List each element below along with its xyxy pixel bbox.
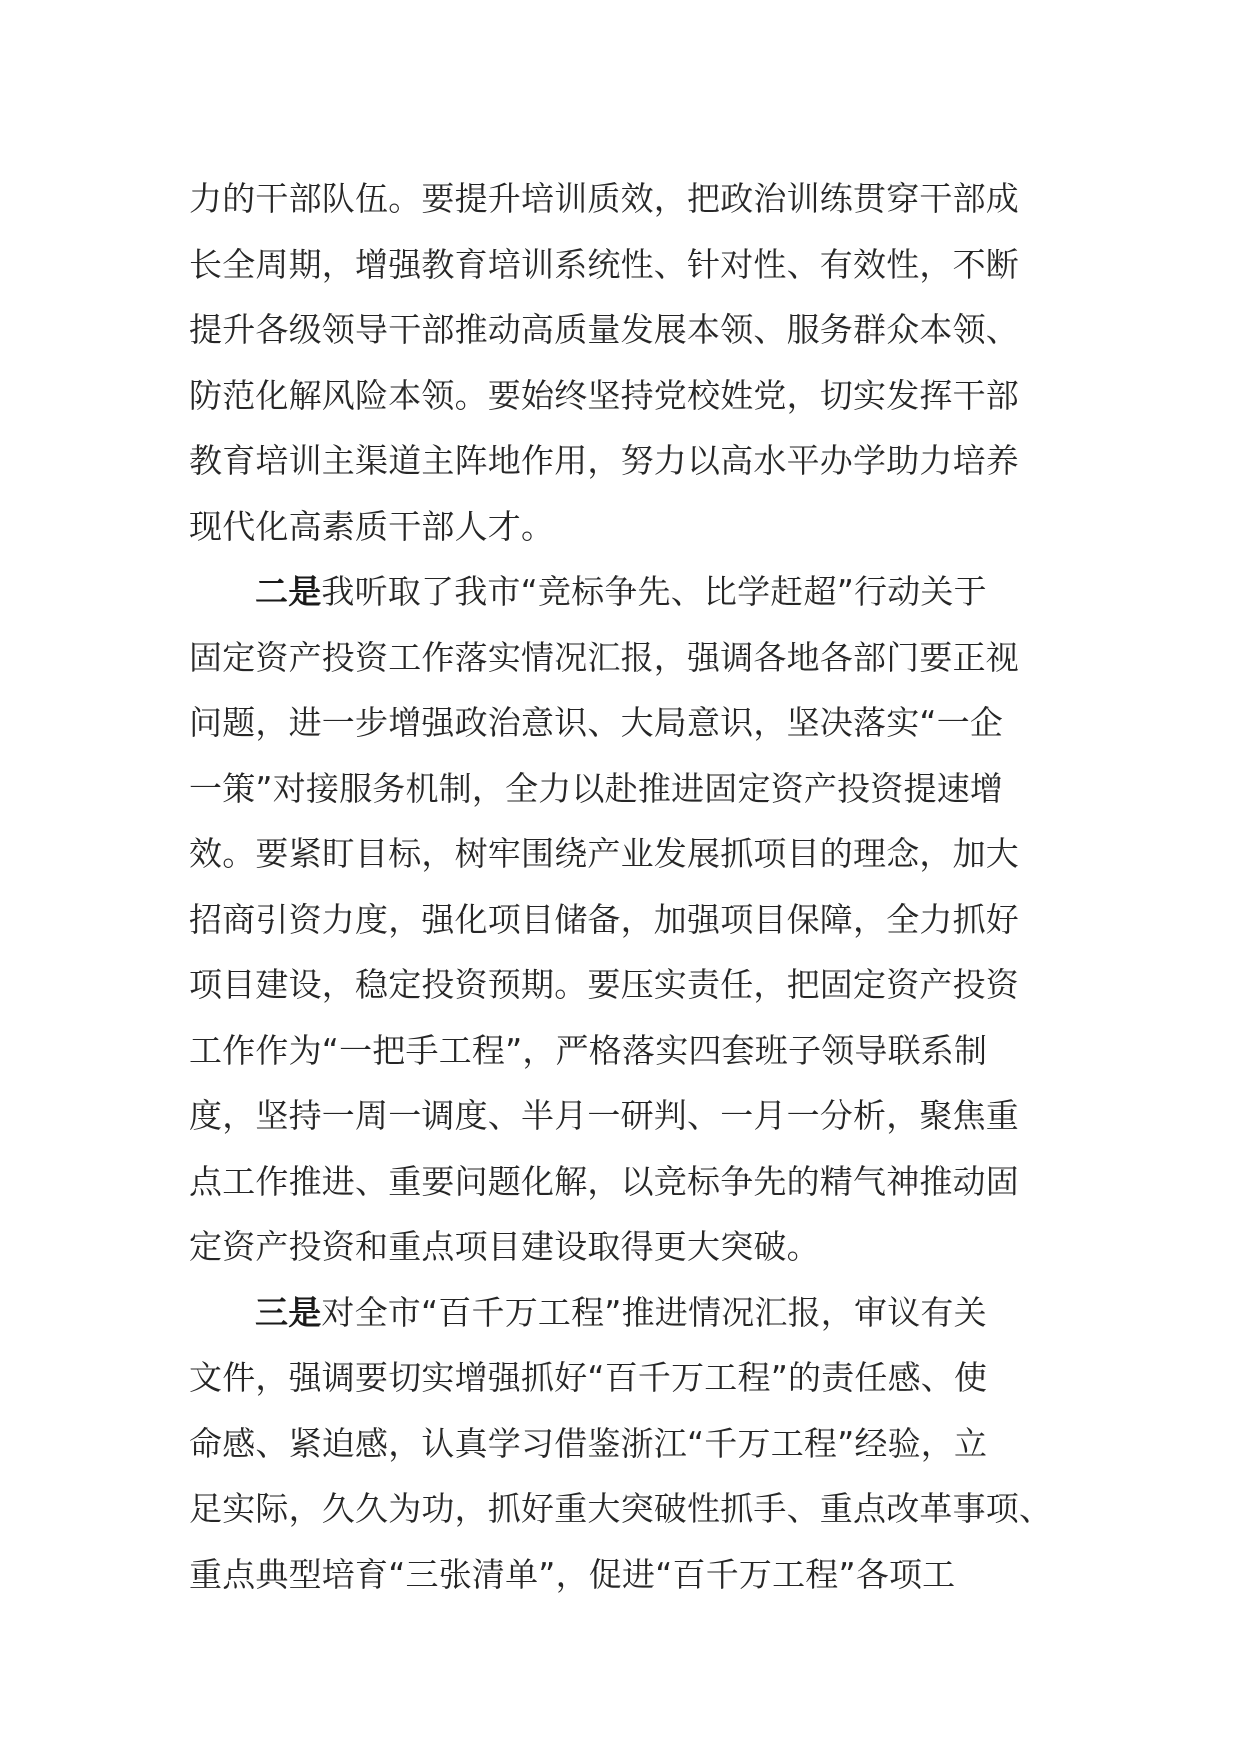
text-line: 问题，进一步增强政治意识、大局意识，坚决落实“一企 [189, 703, 1004, 742]
text-line: 招商引资力度，强化项目储备，加强项目保障，全力抓好 [189, 899, 1019, 939]
document-body [189, 166, 1053, 1607]
text-line: 定资产投资和重点项目建设取得更大突破。 [189, 1227, 820, 1266]
text-line: 现代化高素质干部人才。 [189, 506, 555, 546]
text-line: 提升各级领导干部推动高质量发展本领、服务群众本领、 [189, 310, 1019, 349]
text-line: 一策”对接服务机制，全力以赴推进固定资产投资提速增 [189, 768, 1004, 808]
text-line-first [189, 1280, 1029, 1346]
text-line: 长全周期，增强教育培训系统性、针对性、有效性，不断 [189, 244, 1019, 284]
text-line: 力的干部队伍。要提升培训质效，把政治训练贯穿干部成 [189, 179, 1019, 218]
text-line: 工作作为“一把手工程”，严格落实四套班子领导联系制 [189, 1030, 988, 1070]
text-line: 防范化解风险本领。要始终坚持党校姓党，切实发挥干部 [189, 375, 1019, 415]
first-line-text: 我听取了我市“竞标争先、比学赶超”行动关于 [321, 572, 987, 611]
text-line: 重点典型培育“三张清单”，促进“百千万工程”各项工 [189, 1554, 956, 1594]
paragraph-fixed-asset-investment [189, 559, 1029, 1280]
text-line: 点工作推进、重要问题化解，以竞标争先的精气神推动固 [189, 1161, 1019, 1201]
paragraph-hundred-thousand-project [189, 1280, 1053, 1608]
first-line-text: 对全市“百千万工程”推进情况汇报，审议有关 [321, 1292, 987, 1332]
text-line: 足实际，久久为功，抓好重大突破性抓手、重点改革事项、 [189, 1489, 1053, 1528]
text-line: 度，坚持一周一调度、半月一研判、一月一分析，聚焦重 [189, 1096, 1019, 1135]
text-line-first [189, 559, 1029, 625]
text-line: 固定资产投资工作落实情况汇报，强调各地各部门要正视 [189, 637, 1019, 677]
text-line: 文件，强调要切实增强抓好“百千万工程”的责任感、使 [189, 1358, 988, 1397]
paragraph-lead-marker: 二是 [255, 572, 322, 611]
text-line: 效。要紧盯目标，树牢围绕产业发展抓项目的理念，加大 [189, 834, 1019, 873]
text-line: 项目建设，稳定投资预期。要压实责任，把固定资产投资 [189, 965, 1019, 1004]
paragraph-cadre-training [189, 166, 1029, 559]
text-line: 教育培训主渠道主阵地作用，努力以高水平办学助力培养 [189, 441, 1019, 480]
text-line: 命感、紧迫感，认真学习借鉴浙江“千万工程”经验，立 [189, 1423, 988, 1463]
paragraph-lead-marker: 三是 [255, 1292, 322, 1332]
